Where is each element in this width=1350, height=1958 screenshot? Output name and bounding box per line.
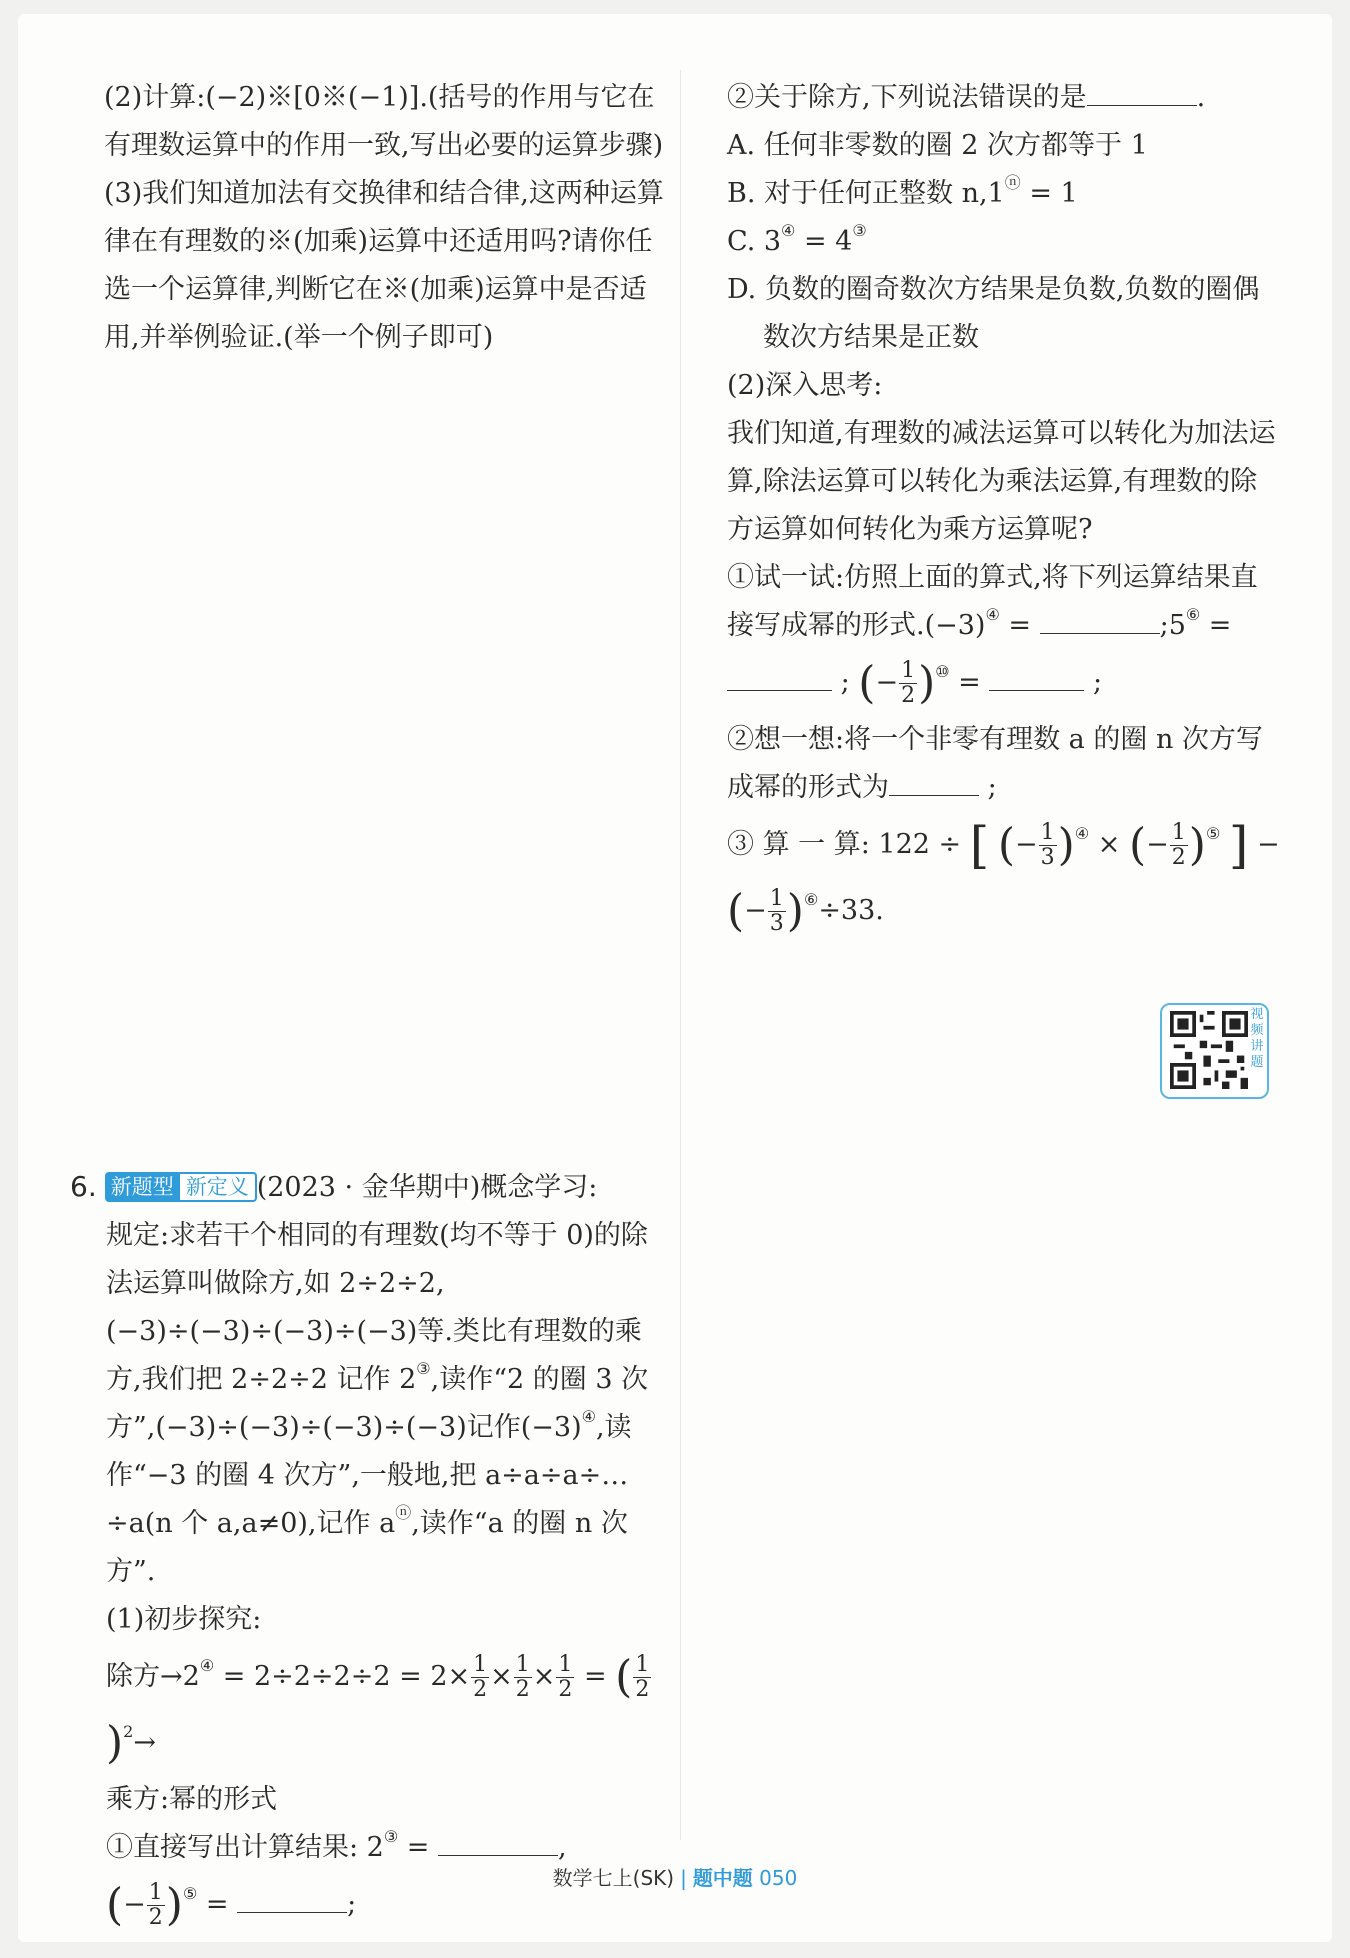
page-number: 050 <box>759 1866 798 1890</box>
brand-name: 题中题 <box>692 1866 753 1890</box>
answer-blank[interactable] <box>727 664 832 691</box>
part-1-title: (1)初步探究: <box>106 1604 262 1635</box>
calculate-expression: ③ 算 一 算: 122 ÷ [ (− $\frac{1}{3}$ )④ × (− $\frac{1}{2}$ )⑤ ] − <box>727 816 1280 875</box>
qr-label: 视频讲题 <box>1250 1007 1264 1070</box>
power-form-label: 乘方:幂的形式 <box>106 1784 278 1815</box>
answer-blank[interactable] <box>1040 607 1160 634</box>
option-c: C. 3④ = 4③ <box>727 221 867 257</box>
part-2-text: 我们知道,有理数的减法运算可以转化为加法运算,除法运算可以转化为乘法运算,有理数的除方运算如何转化为乘方运算呢? <box>727 418 1276 545</box>
new-type-badge: 新题型 <box>105 1172 180 1202</box>
write-result-1: ①直接写出计算结果: 2③ = , <box>106 1827 567 1863</box>
video-qr-code[interactable] <box>1160 1003 1269 1099</box>
definition-text: 规定:求若干个相同的有理数(均不等于 0)的除法运算叫做除方,如 2÷2÷2,(−3)÷(−3)÷(−3)÷(−3)等.类比有理数的乘方,我们把 2÷2÷2 记作 2③,读作“2 的圈 3 次方”,(−3)÷(−3)÷(−3)÷(−3)记作(−3)④,读作“−3 的圈 4 次方”,一般地,把 a÷a÷a÷…÷a(n 个 a,a≠0),记作 aⓝ,读作“a 的圈 n 次方”. <box>106 1220 649 1587</box>
fraction-third: $\frac{1}{3}$ <box>769 886 784 936</box>
option-b: B. 对于任何正整数 n,1ⓝ = 1 <box>727 173 1078 209</box>
fraction-third: $\frac{1}{3}$ <box>1040 820 1055 870</box>
question-part-3: (3)我们知道加法有交换律和结合律,这两种运算律在有理数的※(加乘)运算中还适用吗?请你任选一个运算律,判断它在※(加乘)运算中是否适用,并举例验证.(举一个例子即可) <box>104 178 664 353</box>
answer-blank[interactable] <box>438 1829 558 1856</box>
book-title: 数学七上(SK) <box>552 1866 675 1890</box>
page-footer <box>0 1862 1350 1891</box>
calculate-expression-continued: (− $\frac{1}{3}$ )⑥÷33. <box>727 885 884 937</box>
try-it: ①试一试:仿照上面的算式,将下列运算结果直接写成幂的形式.(−3)④ = ;5⑥ = <box>727 562 1258 641</box>
footer-separator: | <box>680 1866 687 1890</box>
question-6 <box>70 1163 670 1938</box>
right-column-top <box>727 74 1282 944</box>
new-definition-badge: 新定义 <box>180 1172 257 1202</box>
answer-blank[interactable] <box>1087 79 1197 106</box>
fraction-half: $\frac{1}{2}$ <box>1171 820 1186 870</box>
question-part-2: (2)计算:(−2)※[0※(−1)].(括号的作用与它在有理数运算中的作用一致,写出必要的运算步骤) <box>104 82 664 161</box>
answer-blank[interactable] <box>989 664 1084 691</box>
answer-blank[interactable] <box>889 769 979 796</box>
qr-code-icon <box>1170 1011 1248 1089</box>
multiple-choice-stem: ②关于除方,下列说法错误的是 . <box>727 74 1282 122</box>
option-a: A. 任何非零数的圈 2 次方都等于 1 <box>727 130 1148 161</box>
think-about-it: ②想一想:将一个非零有理数 a 的圈 n 次方写成幂的形式为 ; <box>727 724 1263 803</box>
division-power-example: 除方→2④ = 2÷2÷2÷2 = 2× $\frac{1}{2}$ × $\frac{1}{2}$ × $\frac{1}{2}$ = ( $\frac{1}{2}$ )$^2$→ <box>106 1651 650 1769</box>
question-number: 6. <box>70 1170 97 1203</box>
left-column-top <box>104 74 664 362</box>
write-result-2: (− $\frac{1}{2}$ )⑤ = ; <box>106 1879 357 1931</box>
part-2-title: (2)深入思考: <box>727 370 883 401</box>
fraction-half: $\frac{1}{2}$ <box>901 658 916 708</box>
column-divider <box>680 70 681 1840</box>
option-d: D. 负数的圈奇数次方结果是负数,负数的圈偶数次方结果是正数 <box>727 274 1260 353</box>
try-it-continued: ; (− $\frac{1}{2}$ )⑩ = ; <box>727 650 1282 716</box>
question-6-header: 6. 新题型 新定义 (2023 · 金华期中)概念学习: <box>70 1170 598 1203</box>
